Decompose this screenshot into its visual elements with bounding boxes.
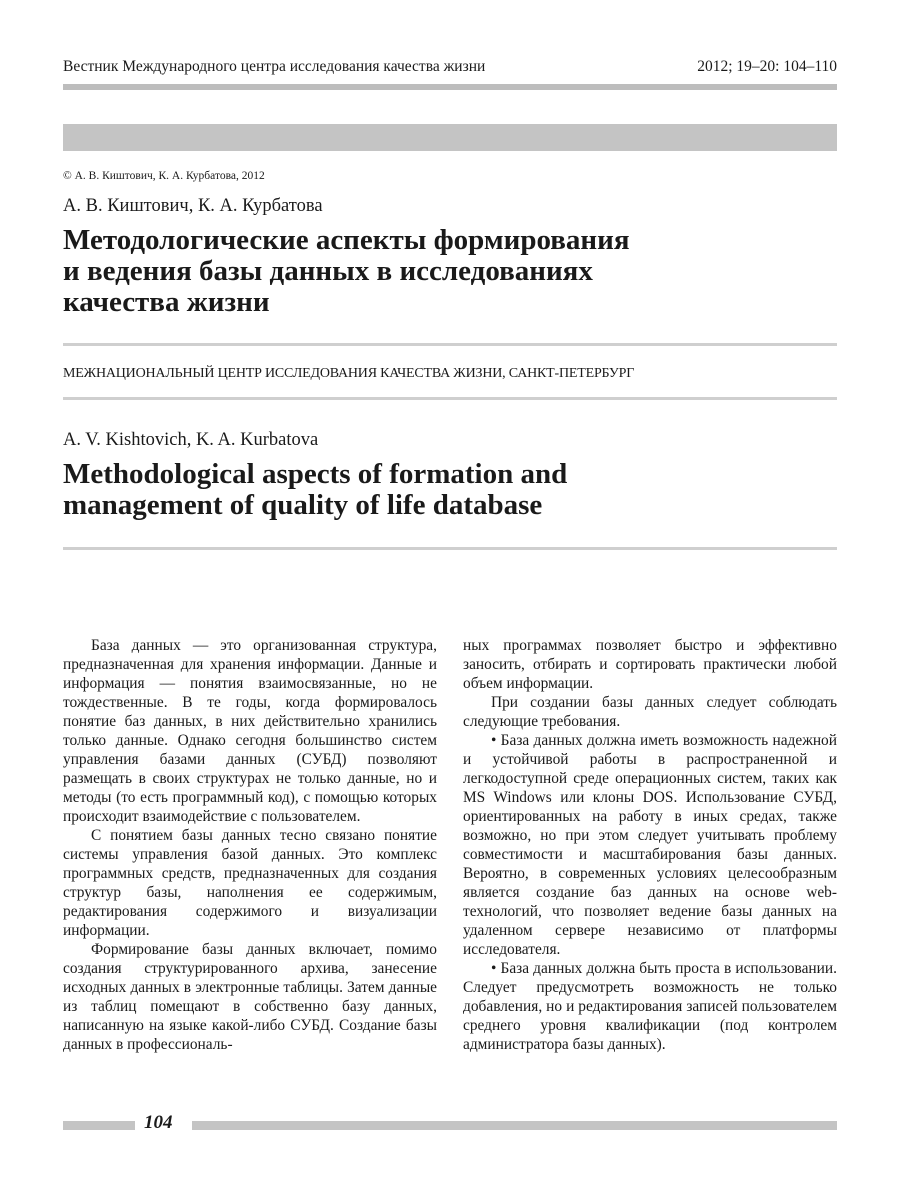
paragraph: ных программах позволяет быстро и эффективно заносить, отбирать и сортировать практически любой объем информации. [463,637,837,692]
title-en-line: Methodological aspects of formation and [63,458,568,490]
header-band [63,124,837,151]
paragraph: • База данных должна быть проста в использовании. Следует предусмотреть возможность не только добавления, но и редактирования записей пользователем среднего уровня квалификации (под контролем администратора базы данных). [463,960,837,1053]
title-en [63,459,843,521]
body-column-left [63,636,437,1054]
footer-bar [63,1121,135,1130]
header-rule [63,84,837,90]
paragraph: • База данных должна иметь возможность надежной и устойчивой работы в распространенной и легкодоступной среде операционных систем, таких как MS Windows или клоны DOS. Использование СУБД, ориентированных на работу в иных средах, также возможно, но при этом следует учитывать проблему совместимости и масштабирования базы данных. Вероятно, в современных условиях целесообразным является создание баз данных на основе web-технологий, что позволяет ведение базы данных на удаленном сервере независимо от платформы исследователя. [463,732,837,958]
title-ru-line: качества жизни [63,286,270,318]
divider [63,547,837,550]
title-en-line: management of quality of life database [63,489,543,521]
title-ru-line: и ведения базы данных в исследованиях [63,255,593,287]
divider [63,343,837,346]
page-number: 104 [144,1112,173,1133]
paragraph: С понятием базы данных тесно связано понятие системы управления базой данных. Это комплекс программных средств, предназначенных для создания структур базы, наполнения ее содержимым, редактирования содержимого и визуализации информации. [63,827,437,939]
paragraph: При создании базы данных следует соблюдать следующие требования. [463,694,837,730]
title-ru-line: Методологические аспекты формирования [63,224,630,256]
divider [63,397,837,400]
paragraph: Формирование базы данных включает, помимо создания структурированного архива, занесение исходных данных в электронные таблицы. Затем данные из таблиц помещают в собственно базу данных, написанную на языке какой-либо СУБД. Создание базы данных в профессиональ- [63,941,437,1053]
body-column-right [463,636,837,1054]
authors-ru: А. В. Киштович, К. А. Курбатова [63,196,323,216]
paragraph: База данных — это организованная структура, предназначенная для хранения информации. Данные и информация — понятия взаимосвязанные, но не тождественные. В те годы, когда формировалось понятие баз данных, в них действительно хранились только данные. Однако сегодня большинство систем управления базами данных (СУБД) позволяют размещать в своих структурах не только данные, но и методы (то есть программный код), с помощью которых происходит взаимодействие с пользователем. [63,637,437,825]
issue-pages: 2012; 19–20: 104–110 [697,58,837,75]
authors-en: A. V. Kishtovich, K. A. Kurbatova [63,430,319,450]
journal-name: Вестник Международного центра исследования качества жизни [63,58,486,75]
affiliation: МЕЖНАЦИОНАЛЬНЫЙ ЦЕНТР ИССЛЕДОВАНИЯ КАЧЕСТВА ЖИЗНИ, САНКТ-ПЕТЕРБУРГ [63,366,635,381]
footer-bar [192,1121,837,1130]
title-ru [63,225,843,318]
copyright: © А. В. Киштович, К. А. Курбатова, 2012 [63,170,265,182]
